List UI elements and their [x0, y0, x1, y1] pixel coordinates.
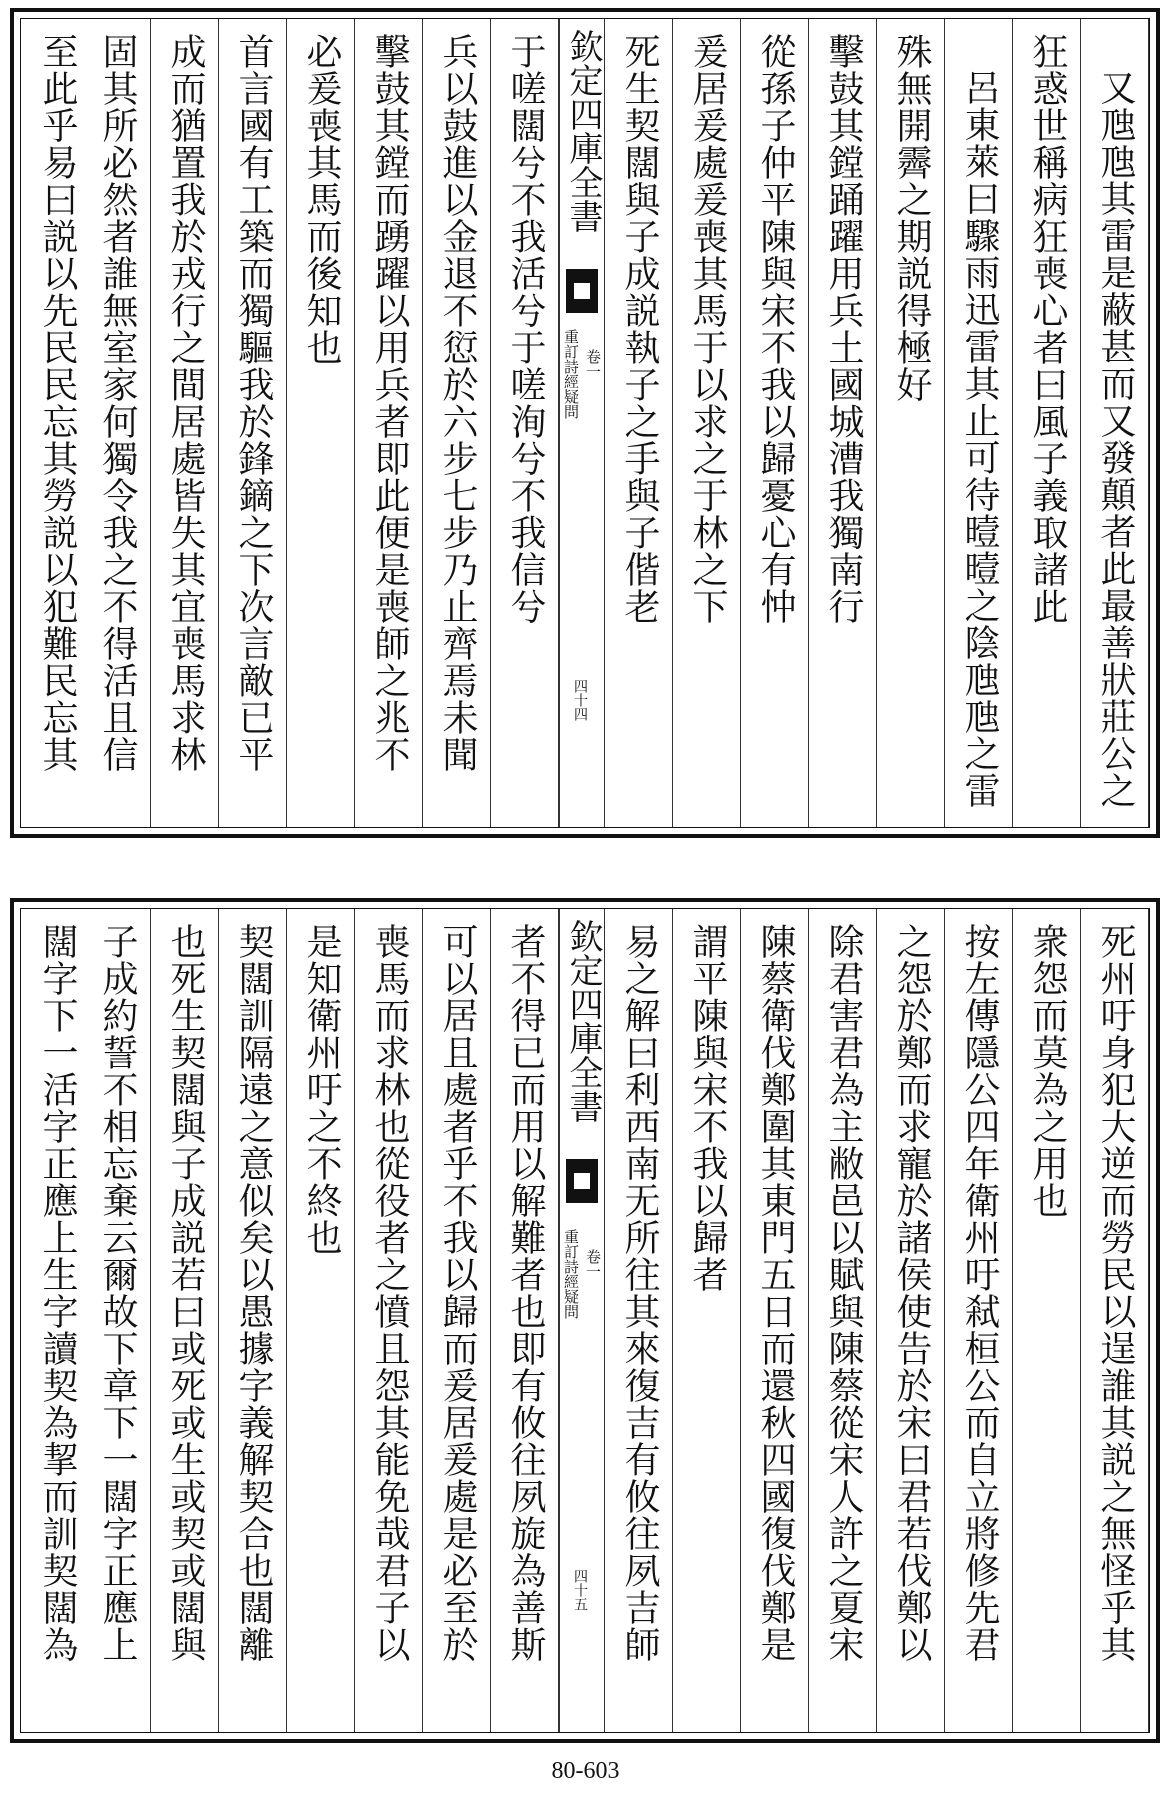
text-column: 固其所必然者誰無室家何獨令我之不得活且信: [83, 19, 151, 827]
text-column: 擊鼓其鏜踊躍用兵土國城漕我獨南行: [809, 19, 877, 827]
text-column: 易之解曰利西南无所往其來復吉有攸往夙吉師: [605, 909, 673, 1732]
bottom-page: [10, 898, 1160, 1743]
fish-tail-mark-icon: [566, 269, 598, 313]
text-column: 首言國有工築而獨驅我於鋒鏑之下次言敵已平: [219, 19, 287, 827]
banner-title: 欽定四庫全書: [563, 919, 603, 1123]
text-column: 狂惑世稱病狂喪心者曰風子義取諸此: [1013, 19, 1081, 827]
text-column: 兵以鼓進以金退不愆於六步七步乃止齊焉未聞: [423, 19, 491, 827]
center-banner: [559, 909, 605, 1732]
text-column: 殊無開霽之期説得極好: [877, 19, 945, 827]
text-column: 死州吁身犯大逆而勞民以逞誰其説之無怪乎其: [1081, 909, 1149, 1732]
text-column: 成而猶置我於戎行之間居處皆失其宜喪馬求林: [151, 19, 219, 827]
text-column: 按左傳隱公四年衛州吁弒桓公而自立將修先君: [945, 909, 1013, 1732]
top-page-frame: [20, 18, 1150, 828]
page-number: 80-603: [551, 1758, 620, 1784]
text-column: 必爰喪其馬而後知也: [287, 19, 355, 827]
text-column: 契闊訓隔遠之意似矣以愚據字義解契合也闊離: [219, 909, 287, 1732]
text-column: 之怨於鄭而求寵於諸侯使告於宋曰君若伐鄭以: [877, 909, 945, 1732]
text-column: 是知衛州吁之不終也: [287, 909, 355, 1732]
text-column: 至此乎易曰説以先民民忘其勞説以犯難民忘其: [37, 33, 78, 773]
text-column: 死生契闊與子成説執子之手與子偕老: [605, 19, 673, 827]
bottom-page-frame: [20, 908, 1150, 1733]
text-column: 衆怨而莫為之用也: [1013, 909, 1081, 1732]
folio-number: 四十五: [572, 1569, 588, 1611]
text-column: 陳蔡衛伐鄭圍其東門五日而還秋四國復伐鄭是: [741, 909, 809, 1732]
text-column: 呂東萊曰驟雨迅雷其止可待曀曀之陰虺虺之雷: [945, 19, 1013, 827]
text-column: 者不得已而用以解難者也即有攸往夙旋為善斯: [491, 909, 559, 1732]
banner-book-title: 重訂詩經疑問: [562, 329, 580, 419]
text-column: 擊鼓其鏜而踴躍以用兵者即此便是喪師之兆不: [355, 19, 423, 827]
text-column: 從孫子仲平陳與宋不我以歸憂心有忡: [741, 19, 809, 827]
text-column: 可以居且處者乎不我以歸而爰居爰處是必至於: [423, 909, 491, 1732]
text-column: 喪馬而求林也從役者之憤且怨其能免哉君子以: [355, 909, 423, 1732]
text-column: 也死生契闊與子成説若曰或死或生或契或闊與: [151, 909, 219, 1732]
center-banner: [559, 19, 605, 827]
top-page: [10, 8, 1160, 838]
text-column: 爰居爰處爰喪其馬于以求之于林之下: [673, 19, 741, 827]
banner-volume: 卷一: [584, 349, 602, 379]
text-column: 謂平陳與宋不我以歸者: [673, 909, 741, 1732]
banner-title: 欽定四庫全書: [563, 29, 603, 233]
folio-number: 四十四: [572, 679, 588, 721]
text-column: 除君害君為主敝邑以賦與陳蔡從宋人許之夏宋: [809, 909, 877, 1732]
text-column: 于嗟闊兮不我活兮于嗟洵兮不我信兮: [491, 19, 559, 827]
banner-book-title: 重訂詩經疑問: [562, 1229, 580, 1319]
text-column: 闊字下一活字正應上生字讀契為挈而訓契闊為: [37, 923, 78, 1663]
text-column: 子成約誓不相忘棄云爾故下章下一闊字正應上: [83, 909, 151, 1732]
fish-tail-mark-icon: [566, 1159, 598, 1203]
banner-volume: 卷一: [584, 1249, 602, 1279]
text-column: 又虺虺其雷是蔽甚而又發顛者此最善狀莊公之: [1081, 19, 1149, 827]
